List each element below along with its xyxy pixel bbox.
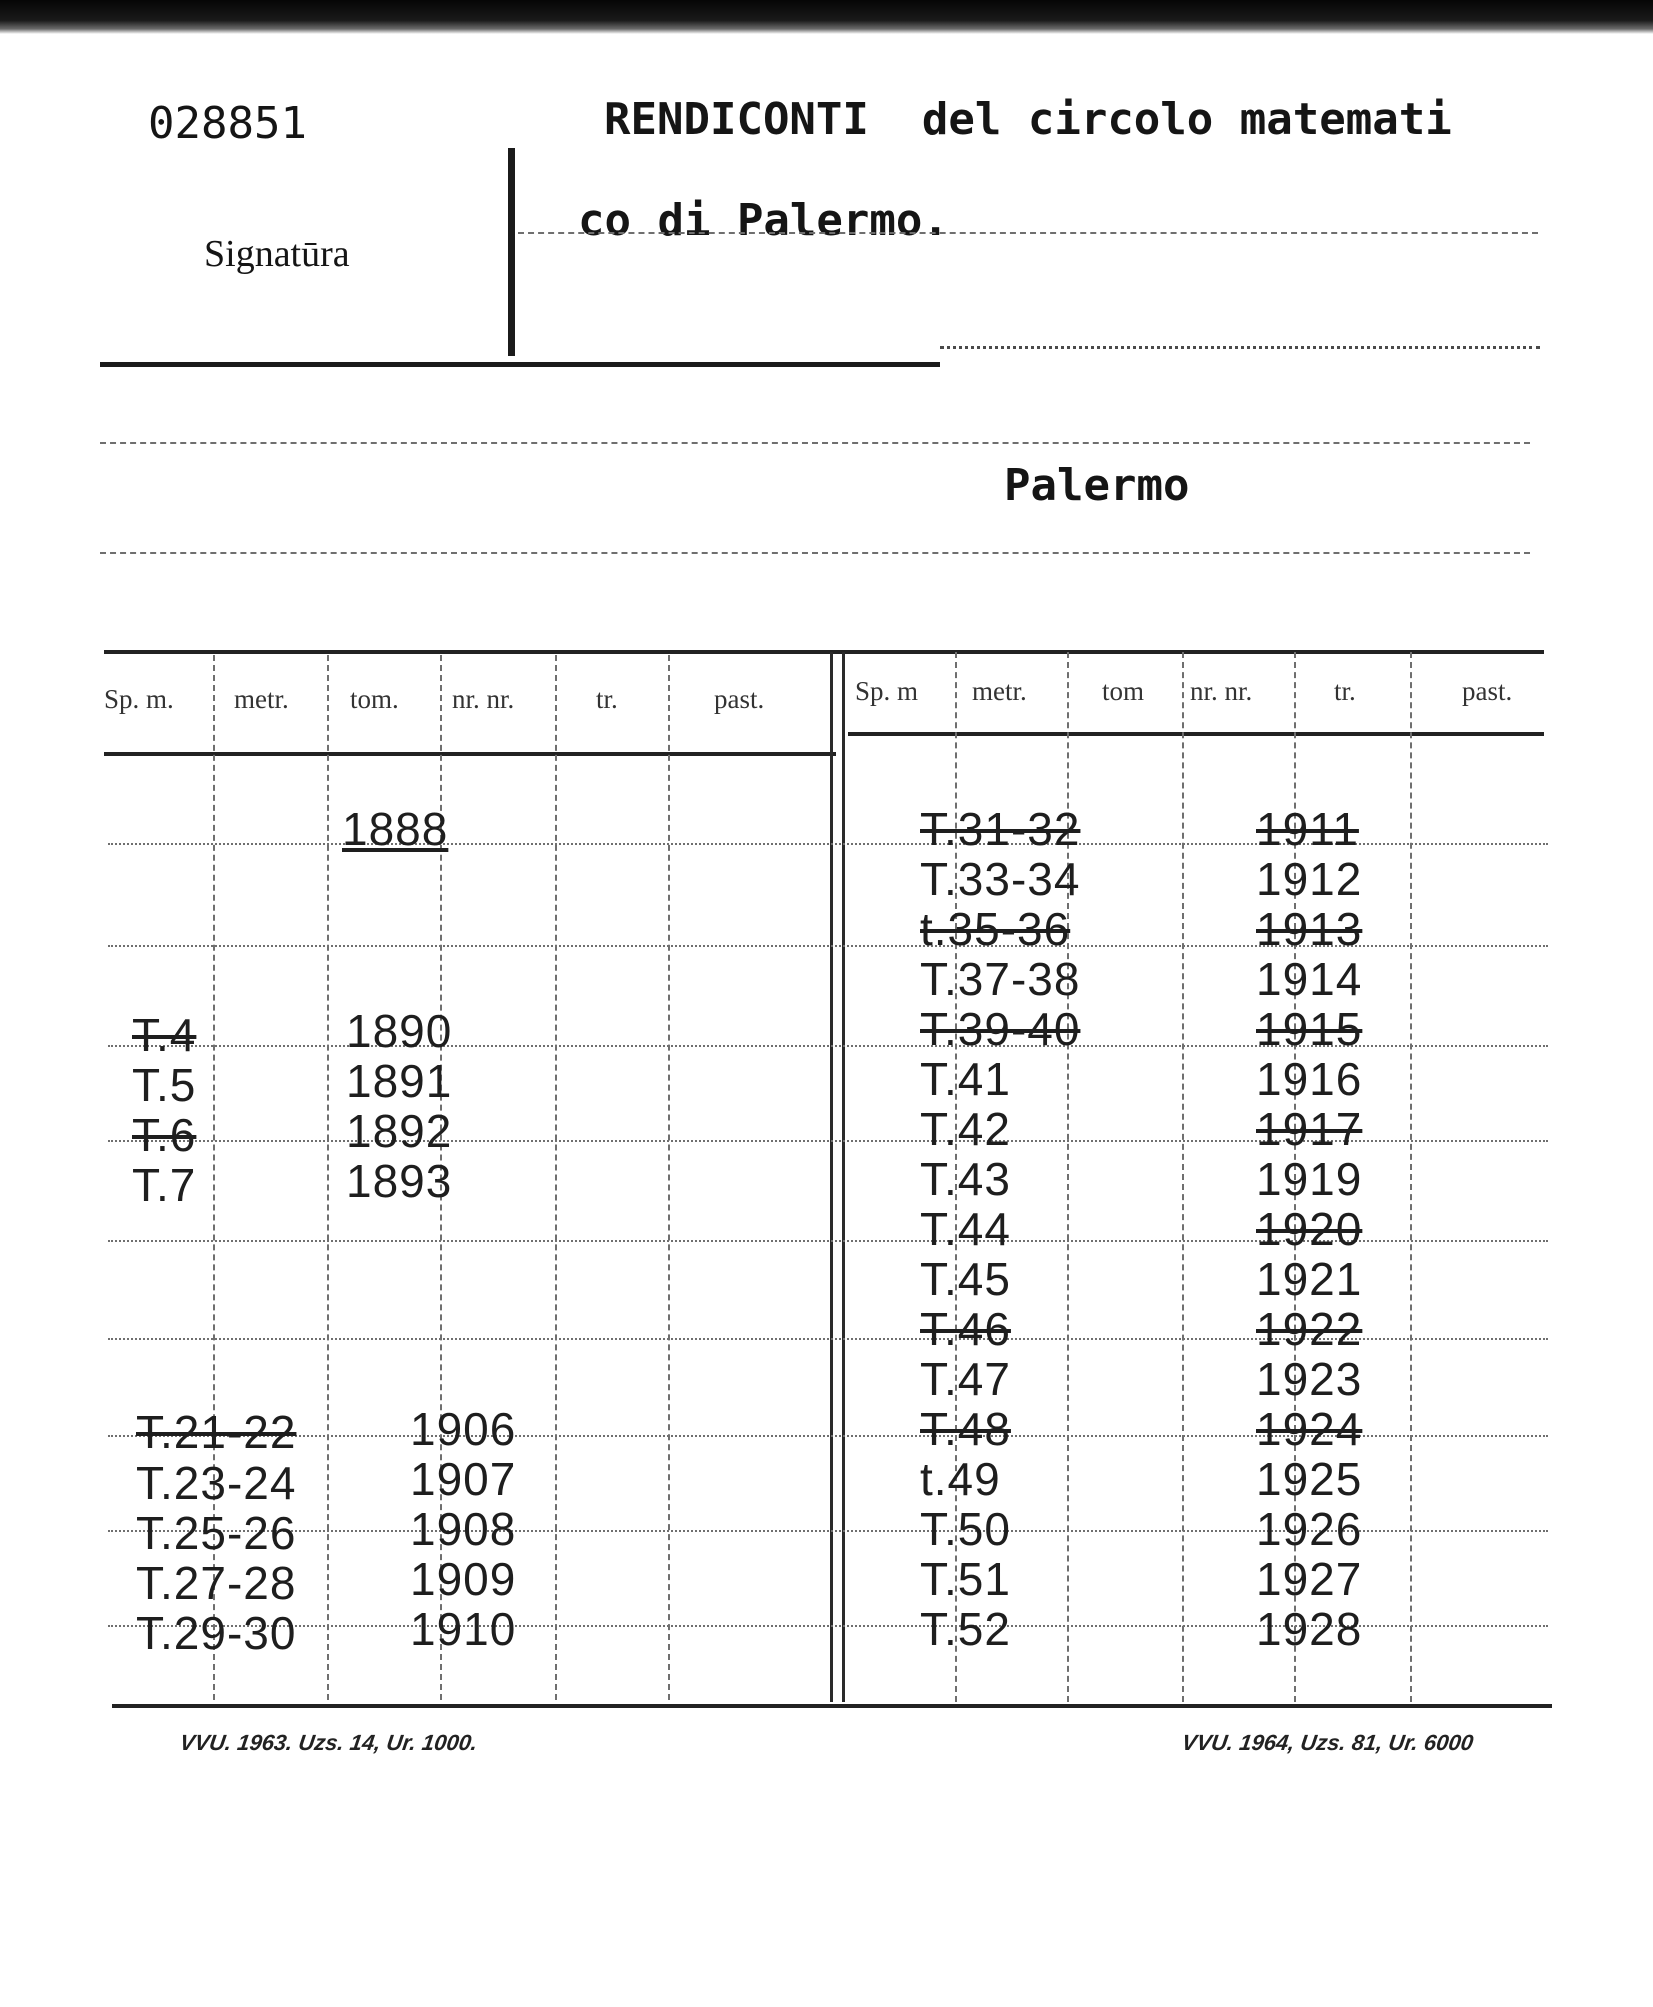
table-center-divider bbox=[842, 652, 845, 1702]
left-entry-volume: T.25-26 bbox=[136, 1507, 297, 1559]
right-entry-volume: T.42 bbox=[920, 1103, 1011, 1155]
right-entry-year: 1927 bbox=[1256, 1553, 1363, 1605]
right-entry-year: 1925 bbox=[1256, 1453, 1363, 1505]
left-entry-volume: T.5 bbox=[132, 1059, 197, 1111]
right-entry-year: 1917 bbox=[1256, 1103, 1363, 1155]
left-entry-volume: T.23-24 bbox=[136, 1457, 297, 1509]
right-entry-volume: T.45 bbox=[920, 1253, 1011, 1305]
left-entry-year: 1893 bbox=[346, 1155, 453, 1207]
col-sep bbox=[555, 655, 557, 1700]
right-entry-year: 1920 bbox=[1256, 1203, 1363, 1255]
right-entry-volume: T.46 bbox=[920, 1303, 1011, 1355]
table-header-rule-right bbox=[848, 732, 1544, 736]
right-entry-year: 1926 bbox=[1256, 1503, 1363, 1555]
header-left-nrnr: nr. nr. bbox=[452, 684, 515, 714]
note-left: VVU. 1963. Uzs. 14, Ur. 1000. bbox=[178, 1730, 480, 1755]
scan-dark-edge bbox=[0, 0, 1653, 34]
table-center-divider bbox=[830, 652, 833, 1702]
title-underline-1 bbox=[518, 232, 1538, 234]
table-bottom-rule bbox=[112, 1704, 1552, 1708]
left-entry-year: 1892 bbox=[346, 1105, 453, 1157]
left-entry-volume: T.27-28 bbox=[136, 1557, 297, 1609]
right-entry-volume: t.35-36 bbox=[920, 903, 1071, 955]
right-entry-volume: T.41 bbox=[920, 1053, 1011, 1105]
header-right-past: past. bbox=[1462, 676, 1513, 706]
header-left-tr: tr. bbox=[596, 684, 618, 714]
header-right-metr: metr. bbox=[972, 676, 1027, 706]
left-entry-year: 1907 bbox=[410, 1453, 517, 1505]
right-entry-year: 1912 bbox=[1256, 853, 1363, 905]
col-sep bbox=[327, 655, 329, 1700]
left-entry-year: 1890 bbox=[346, 1005, 453, 1057]
header-bottom-rule-faded bbox=[940, 346, 1540, 349]
right-entry-year: 1921 bbox=[1256, 1253, 1363, 1305]
card-id-number: 028851 bbox=[148, 98, 307, 149]
right-entry-year: 1911 bbox=[1256, 803, 1359, 855]
header-right-tom: tom bbox=[1102, 676, 1145, 706]
right-entry-volume: T.48 bbox=[920, 1403, 1011, 1455]
header-left-metr: metr. bbox=[234, 684, 289, 714]
header-right-tr: tr. bbox=[1334, 676, 1356, 706]
right-entry-year: 1922 bbox=[1256, 1303, 1363, 1355]
header-bottom-rule bbox=[100, 362, 940, 367]
left-entry-year: 1906 bbox=[410, 1403, 517, 1455]
right-entry-volume: T.51 bbox=[920, 1553, 1011, 1605]
header-left-tom: tom. bbox=[350, 684, 399, 714]
left-entry-year: 1909 bbox=[410, 1553, 517, 1605]
left-entry-volume: T.7 bbox=[132, 1159, 197, 1211]
left-entry-volume: T.21-22 bbox=[136, 1406, 297, 1458]
right-entry-year: 1913 bbox=[1256, 903, 1363, 955]
place-of-publication: Palermo bbox=[1004, 460, 1190, 511]
left-entry-year: 1891 bbox=[346, 1055, 453, 1107]
col-sep bbox=[668, 655, 670, 1700]
right-entry-volume: T.47 bbox=[920, 1353, 1011, 1405]
left-entry-volume: T.4 bbox=[132, 1009, 197, 1061]
right-entry-year: 1916 bbox=[1256, 1053, 1363, 1105]
left-entry-year: 1888 bbox=[342, 803, 449, 855]
right-entry-year: 1915 bbox=[1256, 1003, 1363, 1055]
right-entry-volume: T.39-40 bbox=[920, 1003, 1081, 1055]
right-entry-volume: T.31-32 bbox=[920, 803, 1081, 855]
place-rule-bottom bbox=[100, 552, 1530, 554]
title-line-2: co di Palermo. bbox=[578, 195, 949, 246]
left-entry-volume: T.29-30 bbox=[136, 1607, 297, 1659]
header-left-past: past. bbox=[714, 684, 765, 714]
right-entry-volume: T.50 bbox=[920, 1503, 1011, 1555]
signature-label: Signatūra bbox=[204, 233, 350, 275]
col-sep bbox=[1410, 652, 1412, 1702]
right-entry-volume: T.44 bbox=[920, 1203, 1011, 1255]
col-sep bbox=[1182, 652, 1184, 1702]
right-entry-year: 1928 bbox=[1256, 1603, 1363, 1655]
right-entry-volume: T.33-34 bbox=[920, 853, 1081, 905]
left-entry-year: 1910 bbox=[410, 1603, 517, 1655]
right-entry-year: 1914 bbox=[1256, 953, 1363, 1005]
right-entry-year: 1924 bbox=[1256, 1403, 1363, 1455]
table-top-rule bbox=[104, 650, 1544, 654]
right-entry-volume: t.49 bbox=[920, 1453, 1001, 1505]
place-rule-top bbox=[100, 442, 1530, 444]
right-entry-volume: T.52 bbox=[920, 1603, 1011, 1655]
note-right: VVU. 1964, Uzs. 81, Ur. 6000 bbox=[1180, 1730, 1475, 1755]
right-entry-year: 1923 bbox=[1256, 1353, 1363, 1405]
right-entry-volume: T.43 bbox=[920, 1153, 1011, 1205]
right-entry-year: 1919 bbox=[1256, 1153, 1363, 1205]
left-entry-volume: T.6 bbox=[132, 1109, 197, 1161]
header-divider bbox=[508, 148, 515, 356]
header-left-spm: Sp. m. bbox=[104, 684, 174, 714]
title-line-1: RENDICONTI del circolo matemati bbox=[604, 94, 1452, 145]
header-right-spm: Sp. m bbox=[855, 676, 919, 706]
header-right-nrnr: nr. nr. bbox=[1190, 676, 1253, 706]
right-entry-volume: T.37-38 bbox=[920, 953, 1081, 1005]
left-entry-year: 1908 bbox=[410, 1503, 517, 1555]
